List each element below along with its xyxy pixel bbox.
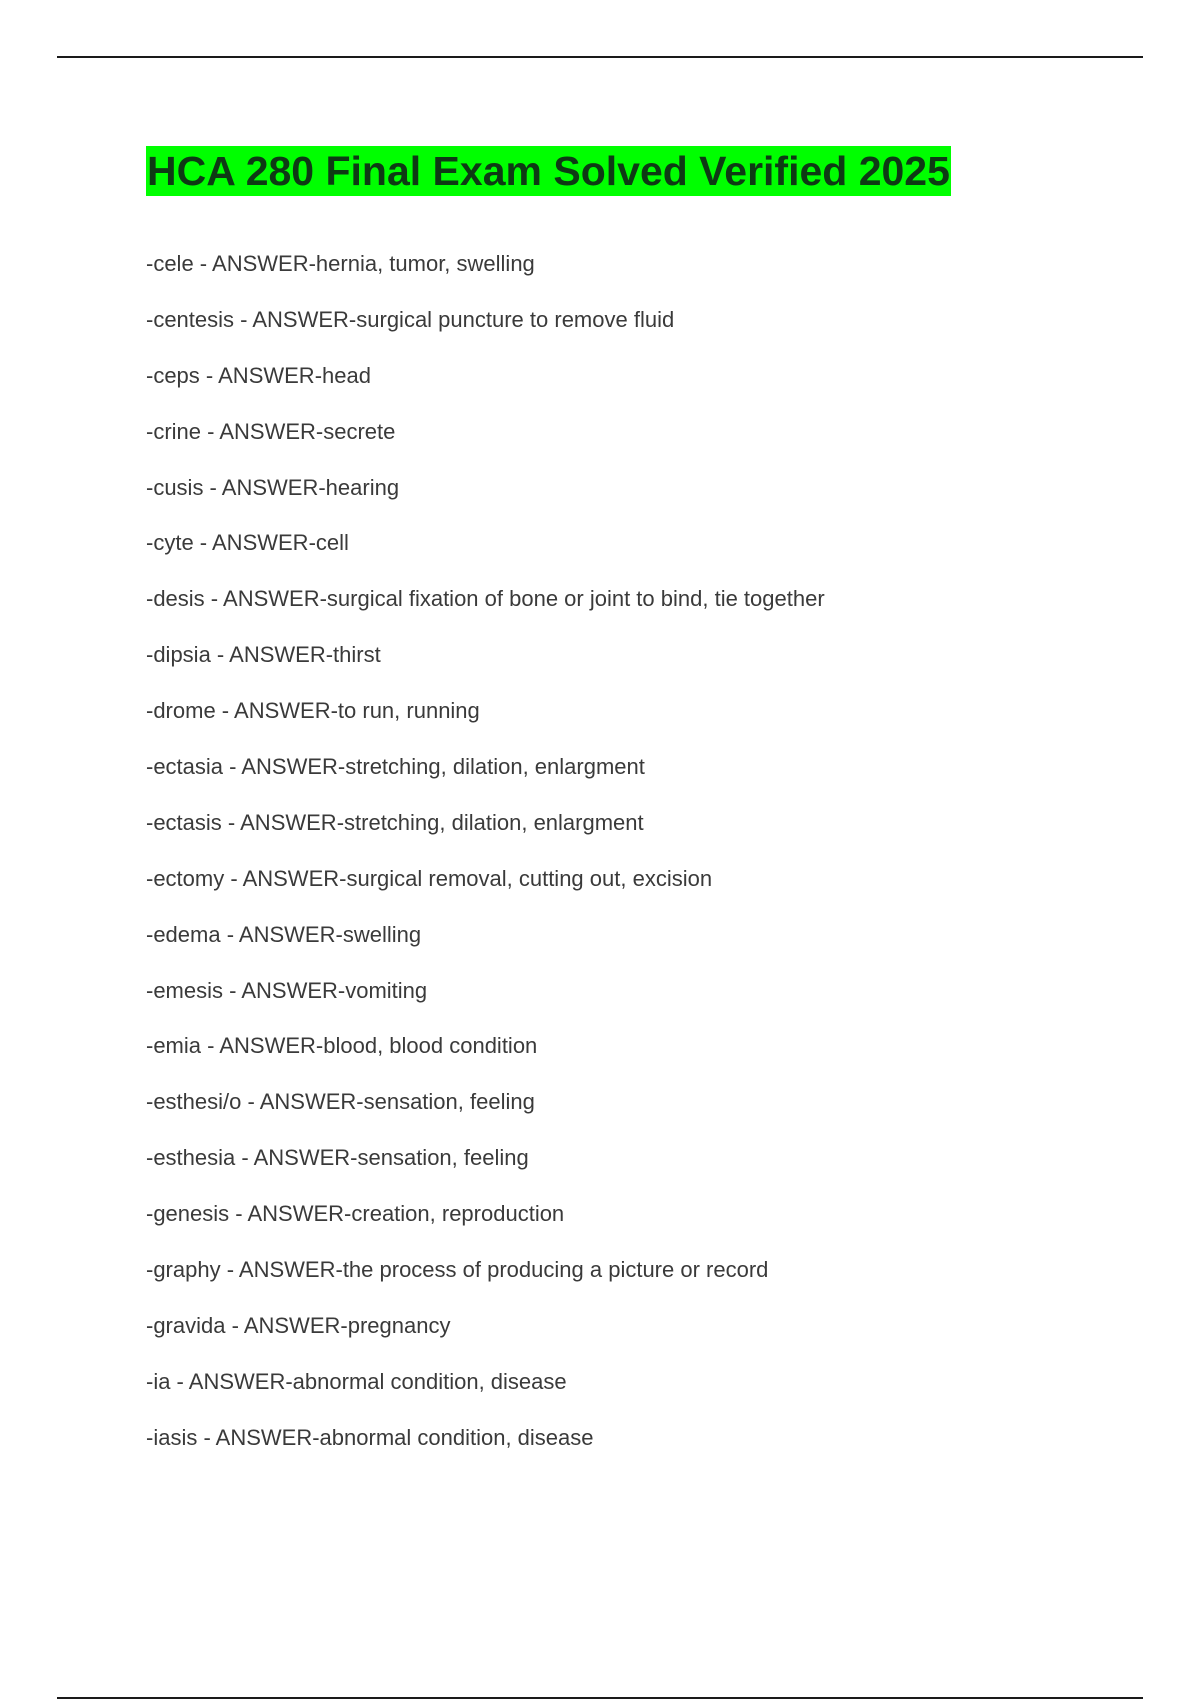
title-block <box>146 146 951 196</box>
list-item: -cyte - ANSWER-cell <box>146 530 349 556</box>
bottom-divider <box>57 1697 1143 1699</box>
list-item: -crine - ANSWER-secrete <box>146 418 396 444</box>
list-item: -drome - ANSWER-to run, running <box>146 698 480 724</box>
list-item: -desis - ANSWER-surgical fixation of bone or joint to bind, tie together <box>146 586 825 612</box>
top-divider <box>57 56 1143 58</box>
list-item: -emia - ANSWER-blood, blood condition <box>146 1033 538 1059</box>
list-item: -ectasis - ANSWER-stretching, dilation, enlargment <box>146 809 644 835</box>
list-item: -genesis - ANSWER-creation, reproduction <box>146 1201 565 1227</box>
list-item: -esthesi/o - ANSWER-sensation, feeling <box>146 1089 535 1115</box>
list-item: -cusis - ANSWER-hearing <box>146 474 400 500</box>
list-item: -esthesia - ANSWER-sensation, feeling <box>146 1145 529 1171</box>
list-item: -edema - ANSWER-swelling <box>146 921 422 947</box>
list-item: -centesis - ANSWER-surgical puncture to remove fluid <box>146 306 675 332</box>
list-item: -iasis - ANSWER-abnormal condition, disease <box>146 1424 594 1450</box>
page-title: HCA 280 Final Exam Solved Verified 2025 <box>147 148 950 194</box>
list-item: -ectomy - ANSWER-surgical removal, cutting out, excision <box>146 865 713 891</box>
list-item: -cele - ANSWER-hernia, tumor, swelling <box>146 251 535 276</box>
list-item: -graphy - ANSWER-the process of producing a picture or record <box>146 1257 769 1283</box>
list-item: -dipsia - ANSWER-thirst <box>146 642 381 668</box>
list-item: -gravida - ANSWER-pregnancy <box>146 1312 451 1338</box>
list-item: -ceps - ANSWER-head <box>146 362 371 388</box>
answer-list <box>146 250 825 1480</box>
list-item: -ia - ANSWER-abnormal condition, disease <box>146 1368 567 1394</box>
list-item: -emesis - ANSWER-vomiting <box>146 977 428 1003</box>
list-item: -ectasia - ANSWER-stretching, dilation, enlargment <box>146 754 645 780</box>
